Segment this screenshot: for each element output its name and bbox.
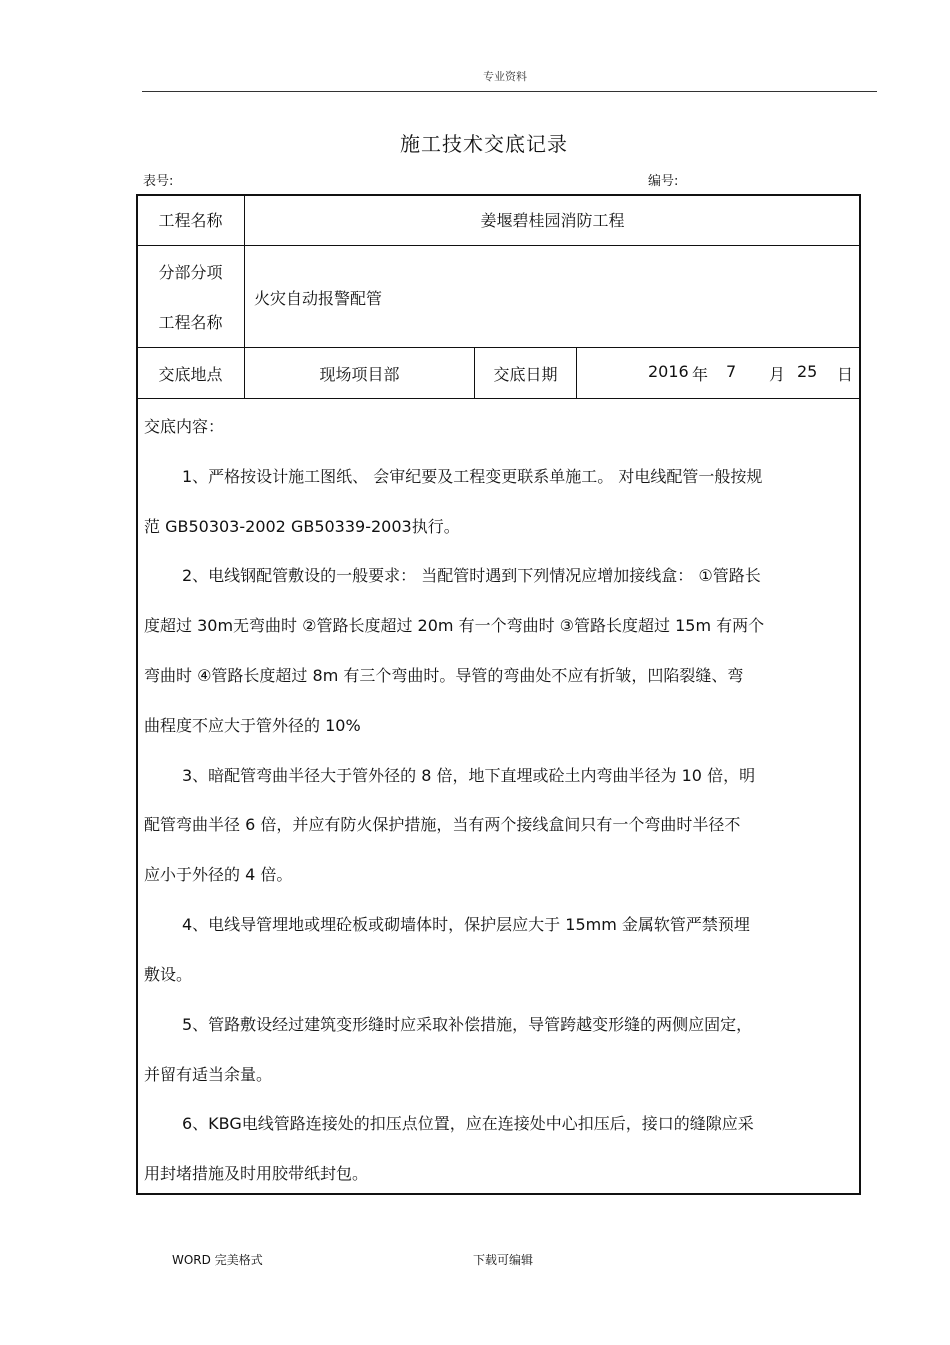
table-number-label: 表号: bbox=[143, 174, 174, 189]
content-line: 5、管路敷设经过建筑变形缝时应采取补偿措施，导管跨越变形缝的两侧应固定， bbox=[182, 1015, 753, 1034]
content-line: 4、电线导管埋地或埋砼板或砌墙体时，保护层应大于 15mm 金属软管严禁预埋 bbox=[182, 915, 750, 934]
page-header-text: 专业资料 bbox=[483, 70, 527, 83]
content-line: 范 GB50303-2002 GB50339-2003执行。 bbox=[144, 517, 460, 536]
row-divider bbox=[136, 398, 861, 399]
content-line: 曲程度不应大于管外径的 10% bbox=[144, 716, 361, 735]
content-line: 度超过 30m无弯曲时 ②管路长度超过 20m 有一个弯曲时 ③管路长度超过 15m 有两个 bbox=[144, 616, 765, 635]
date-day: 25 bbox=[797, 362, 818, 381]
date-month: 7 bbox=[726, 362, 737, 381]
project-name-value: 姜堰碧桂园消防工程 bbox=[480, 211, 625, 230]
location-value: 现场项目部 bbox=[319, 365, 400, 384]
column-divider bbox=[576, 347, 577, 398]
footer-right-text: 下载可编辑 bbox=[473, 1253, 534, 1267]
serial-number-label: 编号: bbox=[648, 174, 679, 189]
sub-project-label-line2: 工程名称 bbox=[158, 313, 223, 332]
footer-left-text: WORD 完美格式 bbox=[172, 1253, 263, 1267]
date-year: 2016 bbox=[648, 362, 689, 381]
content-label: 交底内容： bbox=[144, 417, 225, 436]
date-day-unit: 日 bbox=[837, 365, 854, 384]
location-label: 交底地点 bbox=[158, 365, 223, 384]
content-line: 弯曲时 ④管路长度超过 8m 有三个弯曲时。导管的弯曲处不应有折皱，凹陷裂缝、弯 bbox=[144, 666, 744, 685]
content-line: 3、暗配管弯曲半径大于管外径的 8 倍，地下直埋或砼土内弯曲半径为 10 倍，明 bbox=[182, 766, 756, 785]
content-line: 6、KBG电线管路连接处的扣压点位置，应在连接处中心扣压后，接口的缝隙应采 bbox=[182, 1114, 754, 1133]
date-year-unit: 年 bbox=[692, 365, 709, 384]
date-label: 交底日期 bbox=[493, 365, 558, 384]
content-line: 用封堵措施及时用胶带纸封包。 bbox=[144, 1164, 369, 1183]
content-line: 1、严格按设计施工图纸、 会审纪要及工程变更联系单施工。 对电线配管一般按规 bbox=[182, 467, 763, 486]
content-line: 应小于外径的 4 倍。 bbox=[144, 865, 293, 884]
document-title: 施工技术交底记录 bbox=[400, 132, 568, 156]
project-name-label: 工程名称 bbox=[158, 211, 223, 230]
header-divider bbox=[142, 91, 877, 92]
content-line: 配管弯曲半径 6 倍，并应有防火保护措施，当有两个接线盒间只有一个弯曲时半径不 bbox=[144, 815, 741, 834]
content-line: 敷设。 bbox=[144, 965, 193, 984]
content-line: 并留有适当余量。 bbox=[144, 1065, 273, 1084]
sub-project-value: 火灾自动报警配管 bbox=[254, 289, 383, 308]
date-month-unit: 月 bbox=[769, 365, 786, 384]
content-line: 2、电线钢配管敷设的一般要求： 当配管时遇到下列情况应增加接线盒： ①管路长 bbox=[182, 566, 761, 585]
sub-project-label-line1: 分部分项 bbox=[158, 263, 223, 282]
